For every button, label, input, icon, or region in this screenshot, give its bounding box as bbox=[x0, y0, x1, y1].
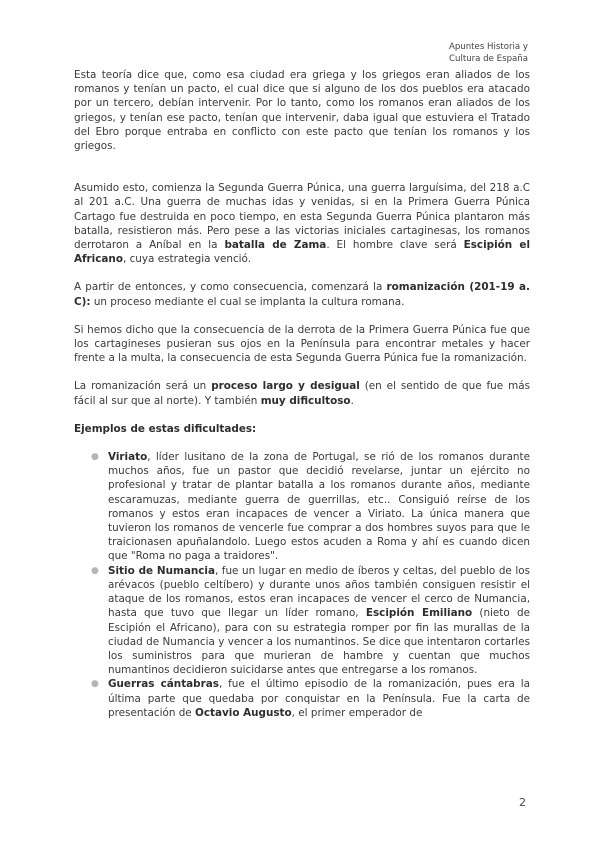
text-span: , el primer emperador de bbox=[291, 706, 423, 719]
text-span: . bbox=[350, 394, 354, 407]
text-span: , cuya estrategia venció. bbox=[122, 253, 252, 266]
list-item-numancia bbox=[91, 564, 530, 678]
page-header bbox=[449, 42, 528, 65]
bold-romanizacion: romanización (201-19 a. C): bbox=[74, 281, 530, 308]
text-span: La romanización será un bbox=[74, 380, 212, 393]
text-span: (en el sentido de que fue más fácil al sur que al norte). Y también bbox=[74, 380, 530, 407]
bullet-dot-icon: ● bbox=[91, 565, 99, 576]
bold-muy-dificultoso: muy dificultoso bbox=[260, 394, 351, 407]
bold-zama: batalla de Zama bbox=[224, 239, 327, 252]
text-span: , fue un lugar en medio de íberos y celtas, del pueblo de los arévacos (pueblo celtíbero) y durante unos años también consiguen resistir el ataque de los romanos, estos eran incapaces de vencer el cerco de Numancia, hasta que tuvo que llegar un líder romano, bbox=[108, 564, 530, 620]
bold-guerras-cantabras: Guerras cántabras bbox=[108, 678, 219, 691]
bold-numancia: Sitio de Numancia bbox=[108, 564, 215, 577]
text-span: A partir de entonces, y como consecuencia, comenzará la bbox=[74, 281, 387, 294]
paragraph-romanization bbox=[74, 280, 530, 308]
paragraph-theory: Esta teoría dice que, como esa ciudad era griega y los griegos eran aliados de los romanos y tenían un pacto, el cual dice que si alguno de los dos pueblos era atacado por un tercero, debían intervenir. Por lo tanto, como los romanos eran aliados de los griegos, y tenían ese pacto, tenían que intervenir, daba igual que estuviera el Tratado del Ebro porque entraba en conflicto con este pacto que tenían los romanos y los griegos. bbox=[74, 69, 530, 153]
bold-escipion-africano: Escipión el Africano bbox=[74, 239, 531, 266]
paragraph-long-process bbox=[74, 379, 530, 407]
list-item-guerras-cantabras bbox=[91, 677, 530, 720]
text-span: , fue el último episodio de la romanización, pues era la última parte que quedaba por conquistar en la Península. Fue la carta de presentación de bbox=[108, 678, 530, 719]
bullet-dot-icon: ● bbox=[91, 679, 99, 690]
text-span: Asumido esto, comienza la Segunda Guerra Púnica, una guerra larguísima, del 218 a.C al 201 a.C. Una guerra de muchas idas y venidas, si en la Primera Guerra Púnica Cartago fue destruida en poco tiempo, en esta Segunda Guerra Púnica plantaron más batalla, resistieron más. Pero pese a las victorias iniciales cartaginesas, los romanos derrotaron a Aníbal en la bbox=[74, 182, 530, 252]
text-span: un proceso mediante el cual se implanta la cultura romana. bbox=[90, 295, 405, 308]
text-span: (nieto de Escipión el Africano), para con su estrategia romper por fin las murallas de la ciudad de Numancia y vencer a los numantinos. Se dice que intentaron cortarles los suministros para que murieran de hambre y cuentan que muchos numantinos decidieron suicidarse antes que entregarse a los romanos. bbox=[108, 607, 530, 677]
list-item-viriato bbox=[91, 450, 530, 564]
bold-escipion-emiliano: Escipión Emiliano bbox=[365, 607, 473, 620]
paragraph-consequence: Si hemos dicho que la consecuencia de la derrota de la Primera Guerra Púnica fue que los cartagineses pusieran sus ojos en la Península para encontrar metales y hacer frente a la multa, la consecuencia de esta Segunda Guerra Púnica fue la romanización. bbox=[74, 323, 530, 365]
examples-heading: Ejemplos de estas dificultades: bbox=[74, 422, 257, 435]
document-body bbox=[74, 68, 530, 720]
text-span: . El hombre clave será bbox=[326, 239, 464, 252]
page-number: 2 bbox=[519, 796, 526, 809]
text-span: , líder lusitano de la zona de Portugal, se rió de los romanos durante muchos años, fue un pastor que decidió revelarse, juntar un ejército no profesional y tratar de plantar batalla a los romanos durante años, mediante escaramuzas, mediante guerra de guerrillas, etc.. Consiguió reírse de los romanos y estos eran incapaces de vencer a Viriato. La única manera que tuvieron los romanos de vencerle fue comprar a dos hombres suyos para que le traicionasen apuñalandolo. Luego estos acuden a Roma y ahí es cuando dicen que "Roma no paga a traidores". bbox=[108, 451, 530, 563]
bold-proceso-largo: proceso largo y desigual bbox=[211, 380, 360, 393]
bullet-dot-icon: ● bbox=[91, 452, 99, 463]
examples-list bbox=[74, 450, 530, 720]
header-line-1: Apuntes Historia y bbox=[448, 42, 528, 52]
bold-viriato: Viriato bbox=[108, 451, 148, 464]
bold-octavio-augusto: Octavio Augusto bbox=[195, 706, 292, 719]
paragraph-second-punic-war bbox=[74, 181, 530, 266]
header-line-2: Cultura de España bbox=[449, 53, 528, 64]
